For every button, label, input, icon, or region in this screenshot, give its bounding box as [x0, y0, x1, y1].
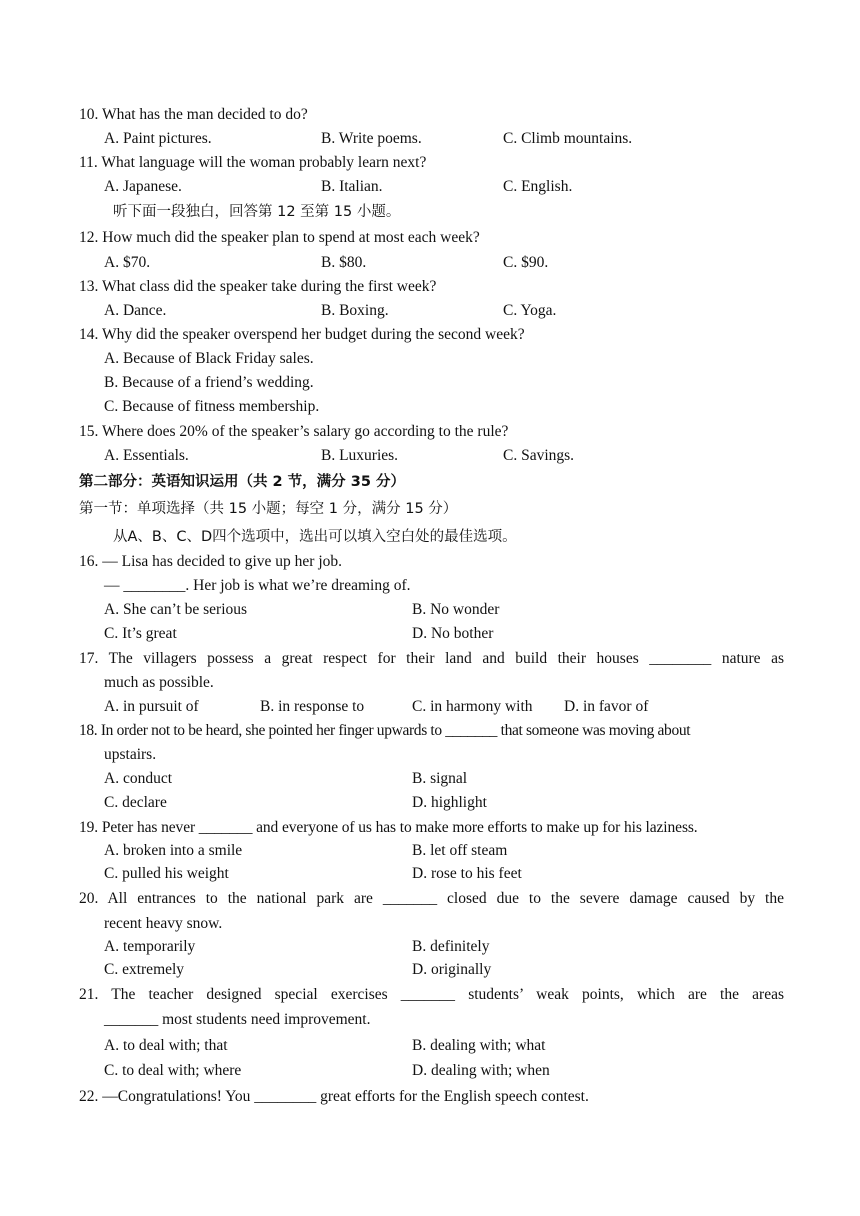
section-instruction: 从A、B、C、D四个选项中，选出可以填入空白处的最佳选项。 [113, 529, 517, 545]
part-two-heading: 第二部分：英语知识运用（共 2 节，满分 35 分） [79, 474, 405, 490]
option-14-c: C. Because of fitness membership. [104, 398, 320, 415]
option-10-a: A. Paint pictures. [104, 130, 212, 147]
option-19-a: A. broken into a smile [104, 842, 243, 859]
option-19-c: C. pulled his weight [104, 865, 229, 882]
question-12: 12. How much did the speaker plan to spend at most each week? [79, 229, 480, 246]
option-11-c: C. English. [503, 178, 573, 195]
question-21: 21. The teacher designed special exercises _______ students’ weak points, which are the areas [79, 986, 784, 1003]
question-18: 18. In order not to be heard, she pointed her finger upwards to _______ that someone was moving about [79, 722, 691, 739]
question-17-cont: much as possible. [104, 674, 214, 691]
option-13-c: C. Yoga. [503, 302, 557, 319]
monologue-instruction: 听下面一段独白，回答第 12 至第 15 小题。 [113, 204, 401, 220]
question-16: 16. — Lisa has decided to give up her job. [79, 553, 343, 570]
question-11: 11. What language will the woman probably learn next? [79, 154, 427, 171]
option-16-b: B. No wonder [412, 601, 500, 618]
section-one-heading: 第一节：单项选择（共 15 小题；每空 1 分，满分 15 分） [79, 501, 458, 517]
option-17-b: B. in response to [260, 698, 365, 715]
option-11-b: B. Italian. [321, 178, 383, 195]
question-18-cont: upstairs. [104, 746, 157, 763]
option-16-d: D. No bother [412, 625, 494, 642]
option-18-d: D. highlight [412, 794, 487, 811]
option-16-a: A. She can’t be serious [104, 601, 248, 618]
option-18-b: B. signal [412, 770, 468, 787]
option-12-c: C. $90. [503, 254, 549, 271]
option-15-c: C. Savings. [503, 447, 575, 464]
option-20-c: C. extremely [104, 961, 185, 978]
question-21-cont: _______ most students need improvement. [104, 1011, 371, 1028]
option-21-b: B. dealing with; what [412, 1037, 546, 1054]
question-16-reply: — ________. Her job is what we’re dreaming of. [104, 577, 411, 594]
option-20-a: A. temporarily [104, 938, 196, 955]
question-20: 20. All entrances to the national park are _______ closed due to the severe damage caused by the [79, 890, 784, 907]
option-13-b: B. Boxing. [321, 302, 389, 319]
option-17-d: D. in favor of [564, 698, 649, 715]
question-15: 15. Where does 20% of the speaker’s salary go according to the rule? [79, 423, 509, 440]
option-12-a: A. $70. [104, 254, 151, 271]
option-19-d: D. rose to his feet [412, 865, 522, 882]
question-14: 14. Why did the speaker overspend her budget during the second week? [79, 326, 525, 343]
question-17: 17. The villagers possess a great respect for their land and build their houses ________ nature as [79, 650, 784, 667]
option-17-a: A. in pursuit of [104, 698, 199, 715]
option-11-a: A. Japanese. [104, 178, 182, 195]
option-15-a: A. Essentials. [104, 447, 189, 464]
option-14-b: B. Because of a friend’s wedding. [104, 374, 314, 391]
option-18-c: C. declare [104, 794, 167, 811]
question-10: 10. What has the man decided to do? [79, 106, 308, 123]
option-10-c: C. Climb mountains. [503, 130, 633, 147]
option-14-a: A. Because of Black Friday sales. [104, 350, 314, 367]
option-15-b: B. Luxuries. [321, 447, 399, 464]
option-20-b: B. definitely [412, 938, 490, 955]
option-19-b: B. let off steam [412, 842, 508, 859]
option-16-c: C. It’s great [104, 625, 177, 642]
question-22: 22. —Congratulations! You ________ great efforts for the English speech contest. [79, 1088, 589, 1105]
option-17-c: C. in harmony with [412, 698, 533, 715]
question-20-cont: recent heavy snow. [104, 915, 223, 932]
option-21-d: D. dealing with; when [412, 1062, 550, 1079]
question-19: 19. Peter has never _______ and everyone of us has to make more efforts to make up for his laziness. [79, 819, 698, 836]
option-18-a: A. conduct [104, 770, 173, 787]
option-12-b: B. $80. [321, 254, 367, 271]
option-10-b: B. Write poems. [321, 130, 422, 147]
question-13: 13. What class did the speaker take during the first week? [79, 278, 437, 295]
option-20-d: D. originally [412, 961, 492, 978]
option-13-a: A. Dance. [104, 302, 167, 319]
option-21-c: C. to deal with; where [104, 1062, 242, 1079]
option-21-a: A. to deal with; that [104, 1037, 228, 1054]
